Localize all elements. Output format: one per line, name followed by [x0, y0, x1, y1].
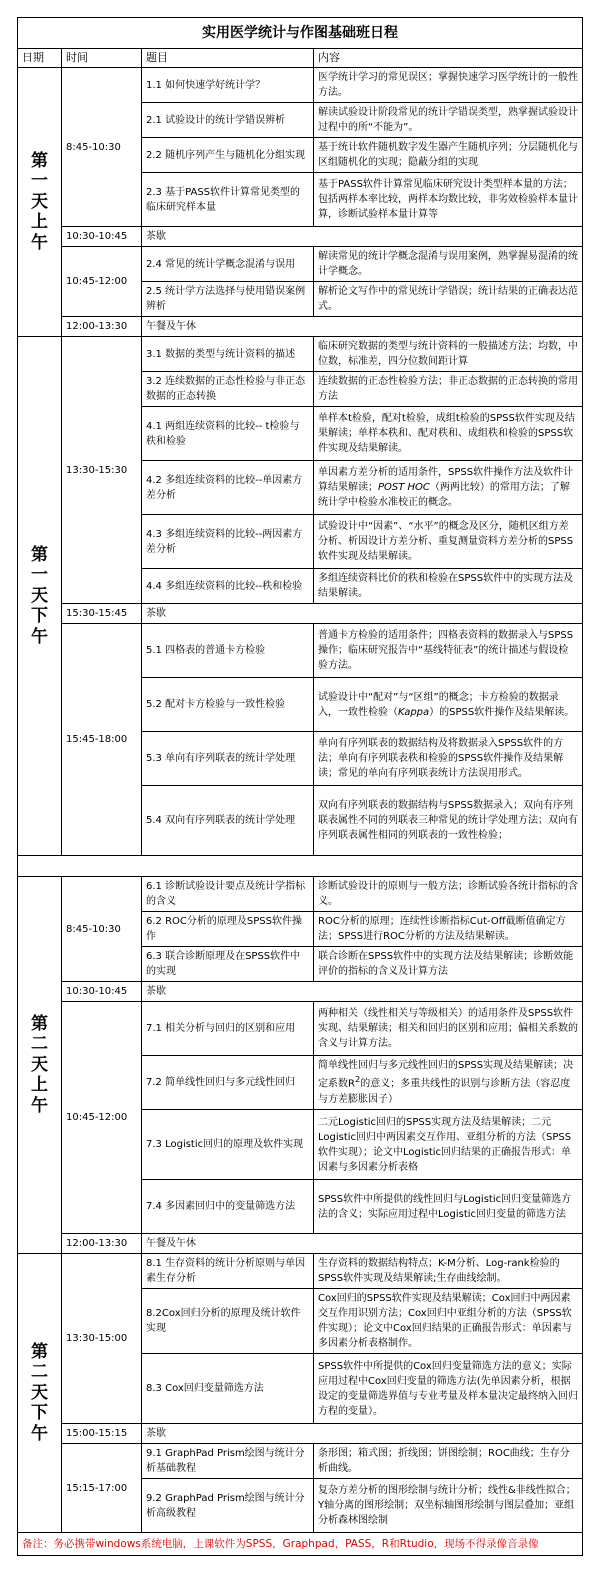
day-label: [18, 337, 62, 856]
content-cell: 普通卡方检验的适用条件；四格表资料的数据录入与SPSS操作；临床研究报告中“基线特征表”的统计描述与假设检验方法。: [314, 624, 583, 678]
topic-cell: 8.2Cox回归分析的原理及统计软件实现: [142, 1289, 314, 1354]
session-row: [18, 1254, 583, 1289]
topic-cell: 2.4 常见的统计学概念混淆与误用: [142, 247, 314, 282]
day-label: [18, 68, 62, 337]
topic-cell: 2.3 基于PASS软件计算常见类型的临床研究样本量: [142, 173, 314, 227]
header-topic: 题目: [142, 49, 314, 68]
topic-cell: 4.4 多组连续资料的比较--秩和检验: [142, 569, 314, 604]
break-row: [18, 1424, 583, 1444]
topic-cell: 3.2 连续数据的正态性检验与非正态数据的正态转换: [142, 372, 314, 407]
break-label: 茶歇: [142, 982, 583, 1002]
header-date: 日期: [18, 49, 62, 68]
break-row: [18, 982, 583, 1002]
session-row: [18, 337, 583, 372]
content-cell: SPSS软件中所提供的Cox回归变量筛选方法的意义；实际应用过程中Cox回归变量的筛选方法(先单因素分析，根据设定的变量筛选界值与专业考量及样本量决定最终纳入回归方程的变量）。: [314, 1354, 583, 1424]
topic-cell: 4.2 多组连续资料的比较--单因素方差分析: [142, 461, 314, 515]
topic-cell: 4.3 多组连续资料的比较--两因素方差分析: [142, 515, 314, 569]
topic-cell: 6.2 ROC分析的原理及SPSS软件操作: [142, 912, 314, 947]
session-row: [18, 624, 583, 678]
content-cell: 解读常见的统计学概念混淆与误用案例，熟掌握易混淆的统计学概念。: [314, 247, 583, 282]
topic-cell: 1.1 如何快速学好统计学？: [142, 68, 314, 103]
separator-cell: [18, 856, 583, 877]
content-text: 简单线性回归与多元线性回归的SPSS实现及结果解读；决定系数R: [318, 1060, 574, 1090]
topic-cell: 6.1 诊断试验设计要点及统计学指标的含义: [142, 877, 314, 912]
content-cell: [314, 1056, 583, 1110]
day-label: [18, 877, 62, 1254]
content-text: 的意义；多重共线性的识别与诊断方法（容忍度与方差膨胀因子）: [318, 1078, 571, 1105]
time-cell: 10:30-10:45: [62, 982, 142, 1002]
footer-note: 备注：务必携带windows系统电脑，上课软件为SPSS，Graphpad，PASS，R和Rtudio，现场不得录像音录像: [18, 1533, 583, 1556]
time-cell: 8:45-10:30: [62, 877, 142, 982]
content-cell: 两种相关（线性相关与等级相关）的适用条件及SPSS软件实现、结果解读；相关和回归的区别和应用；偏相关系数的含义与计算方法。: [314, 1002, 583, 1056]
topic-cell: 4.1 两组连续资料的比较-- t检验与秩和检验: [142, 407, 314, 461]
content-cell: 联合诊断在SPSS软件中的实现方法及结果解读；诊断效能评价的指标的含义及计算方法: [314, 947, 583, 982]
document-title: 实用医学统计与作图基础班日程: [18, 18, 583, 49]
time-cell: 10:30-10:45: [62, 227, 142, 247]
content-cell: 生存资料的数据结构特点；K-M分析、Log-rank检验的SPSS软件实现及结果解读;生存曲线绘制。: [314, 1254, 583, 1289]
topic-cell: 8.1 生存资料的统计分析原则与单因素生存分析: [142, 1254, 314, 1289]
schedule-body: [18, 68, 583, 1533]
topic-cell: 9.2 GraphPad Prism绘图与统计分析高级教程: [142, 1479, 314, 1533]
content-italic-term: POST HOC: [378, 482, 430, 493]
topic-cell: 7.2 简单线性回归与多元线性回归: [142, 1056, 314, 1110]
content-cell: 基于统计软件随机数字发生器产生随机序列；分层随机化与区组随机化的实现；隐蔽分组的实现: [314, 138, 583, 173]
content-text: 单因素方差分析的适用条件，SPSS软件操作方法及软件计算结果解读；: [318, 467, 574, 493]
content-cell: 诊断试验设计的原则与一般方法；诊断试验各统计指标的含义。: [314, 877, 583, 912]
topic-cell: 5.1 四格表的普通卡方检验: [142, 624, 314, 678]
break-label: 茶歇: [142, 227, 583, 247]
topic-cell: 2.5 统计学方法选择与使用错误案例辨析: [142, 282, 314, 317]
time-cell: 12:00-13:30: [62, 1234, 142, 1254]
content-text: 试验设计中“配对”与“区组”的概念；卡方检验的数据录入，一致性检验（: [318, 691, 559, 718]
break-label: 午餐及午休: [142, 317, 583, 337]
topic-cell: 5.3 单向有序列联表的统计学处理: [142, 732, 314, 786]
break-row: [18, 1234, 583, 1254]
content-cell: 单样本t检验，配对t检验，成组t检验的SPSS软件实现及结果解读；单样本秩和、配对秩和、成组秩和检验的SPSS软件实现及结果解读。: [314, 407, 583, 461]
schedule-table: [17, 17, 583, 1556]
day-label-text: 第一天上午: [31, 151, 48, 253]
content-text: ）的SPSS软件操作及结果解读。: [429, 706, 575, 718]
content-cell: SPSS软件中所提供的线性回归与Logistic回归变量筛选方法的含义；实际应用过程中Logistic回归变量的筛选方法: [314, 1180, 583, 1234]
topic-cell: 9.1 GraphPad Prism绘图与统计分析基础教程: [142, 1444, 314, 1479]
topic-cell: 3.1 数据的类型与统计资料的描述: [142, 337, 314, 372]
break-row: [18, 227, 583, 247]
session-row: [18, 1444, 583, 1479]
time-cell: 15:30-15:45: [62, 604, 142, 624]
session-row: [18, 68, 583, 103]
topic-cell: 5.2 配对卡方检验与一致性检验: [142, 678, 314, 732]
session-row: [18, 877, 583, 912]
break-label: 茶歇: [142, 1424, 583, 1444]
content-cell: 试验设计中“因素”、“水平”的概念及区分，随机区组方差分析、析因设计方差分析、重复测量资料方差分析的SPSS软件实现及结果解读。: [314, 515, 583, 569]
content-cell: [314, 461, 583, 515]
break-row: [18, 317, 583, 337]
header-content: 内容: [314, 49, 583, 68]
schedule-document: [17, 17, 582, 1556]
day-label-text: 第一天下午: [31, 545, 48, 647]
day-label-text: 第二天上午: [31, 1014, 48, 1116]
day-label-text: 第二天下午: [31, 1342, 48, 1444]
break-row: [18, 604, 583, 624]
content-cell: 复杂方差分析的图形绘制与统计分析；线性&非线性拟合；Y轴分离的图形绘制；双坐标轴图形绘制与图层叠加；亚组分析森林图绘制: [314, 1479, 583, 1533]
time-cell: 15:15-17:00: [62, 1444, 142, 1533]
header-time: 时间: [62, 49, 142, 68]
topic-cell: 7.4 多因素回归中的变量筛选方法: [142, 1180, 314, 1234]
content-cell: 解读试验设计阶段常见的统计学错误类型，熟掌握试验设计过程中的所“不能为”。: [314, 103, 583, 138]
day-label: [18, 1254, 62, 1533]
topic-cell: 6.3 联合诊断原理及在SPSS软件中的实现: [142, 947, 314, 982]
time-cell: 8:45-10:30: [62, 68, 142, 227]
topic-cell: 2.1 试验设计的统计学错误辨析: [142, 103, 314, 138]
time-cell: 12:00-13:30: [62, 317, 142, 337]
topic-cell: 7.3 Logistic回归的原理及软件实现: [142, 1110, 314, 1180]
topic-cell: 7.1 相关分析与回归的区别和应用: [142, 1002, 314, 1056]
break-label: 茶歇: [142, 604, 583, 624]
separator-row: [18, 856, 583, 877]
session-row: [18, 1002, 583, 1056]
time-cell: 13:30-15:00: [62, 1254, 142, 1424]
time-cell: 15:45-18:00: [62, 624, 142, 856]
content-cell: 解析论文写作中的常见统计学错误；统计结果的正确表达范式。: [314, 282, 583, 317]
session-row: [18, 247, 583, 282]
content-cell: 单向有序列联表的数据结构及将数据录入SPSS软件的方法；单向有序列联表秩和检验的SPSS软件操作及结果解读；常见的单向有序列联表统计方法误用形式。: [314, 732, 583, 786]
content-cell: 连续数据的正态性检验方法；非正态数据的正态转换的常用方法: [314, 372, 583, 407]
topic-cell: 2.2 随机序列产生与随机化分组实现: [142, 138, 314, 173]
content-cell: ROC分析的原理；连续性诊断指标Cut-Off截断值确定方法；SPSS进行ROC分析的方法及结果解读。: [314, 912, 583, 947]
content-cell: 基于PASS软件计算常见临床研究设计类型样本量的方法；包括两样本率比较，两样本均数比较，非劣效检验样本量计算，诊断试验样本量计算等: [314, 173, 583, 227]
time-cell: 15:00-15:15: [62, 1424, 142, 1444]
break-label: 午餐及午休: [142, 1234, 583, 1254]
content-italic-term: Kappa: [398, 706, 430, 718]
topic-cell: 8.3 Cox回归变量筛选方法: [142, 1354, 314, 1424]
content-cell: 条形图；箱式图；折线图；饼图绘制；ROC曲线；生存分析曲线。: [314, 1444, 583, 1479]
content-cell: [314, 678, 583, 732]
content-cell: 临床研究数据的类型与统计资料的一般描述方法；均数，中位数，标准差，四分位数间距计算: [314, 337, 583, 372]
content-cell: 医学统计学习的常见误区；掌握快速学习医学统计的一般性方法。: [314, 68, 583, 103]
content-cell: 二元Logistic回归的SPSS实现方法及结果解读；二元Logistic回归中两因素交互作用、亚组分析的方法（SPSS软件实现）；论文中Logistic回归结果的正确报告形式：单因素与多因素分析表格: [314, 1110, 583, 1180]
time-cell: 10:45-12:00: [62, 1002, 142, 1234]
content-cell: 多组连续资料比价的秩和检验在SPSS软件中的实现方法及结果解读。: [314, 569, 583, 604]
content-text: （两两比较）的常用方法；了解统计学中检验水准校正的概念。: [318, 482, 570, 508]
time-cell: 13:30-15:30: [62, 337, 142, 604]
topic-cell: 5.4 双向有序列联表的统计学处理: [142, 786, 314, 856]
content-cell: Cox回归的SPSS软件实现及结果解读；Cox回归中两因素交互作用识别方法；Cox回归中亚组分析的方法（SPSS软件实现）；论文中Cox回归结果的正确报告形式：单因素与多因素分析表格制作。: [314, 1289, 583, 1354]
content-superscript: 2: [354, 1074, 361, 1085]
content-cell: 双向有序列联表的数据结构与SPSS数据录入；双向有序列联表属性不同的列联表三种常见的统计学处理方法；双向有序列联表属性相同的列联表的一致性检验；: [314, 786, 583, 856]
time-cell: 10:45-12:00: [62, 247, 142, 317]
